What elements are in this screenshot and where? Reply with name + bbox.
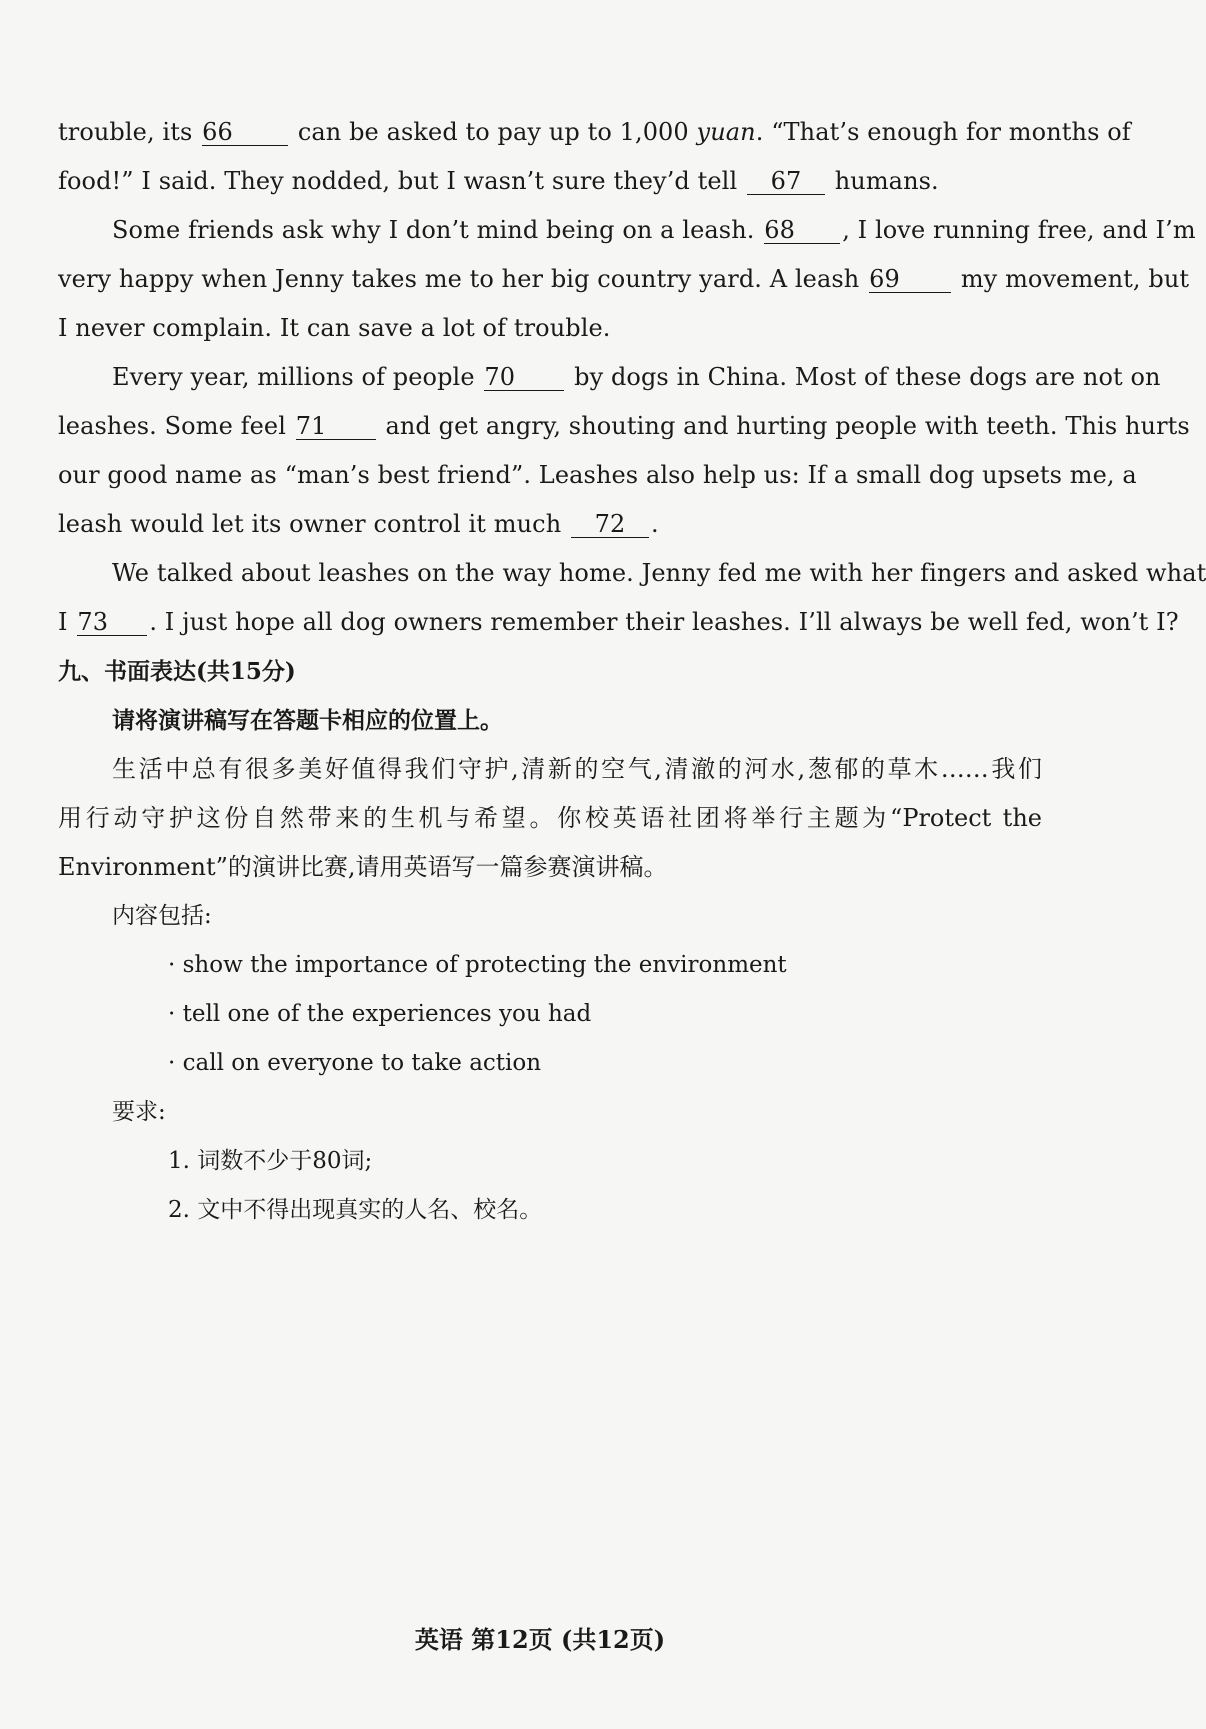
blank-73: 73 [77,609,147,636]
content-bullet: · call on everyone to take action [168,1050,542,1076]
blank-71: 71 [296,413,376,440]
passage-text: food!” I said. They nodded, but I wasn’t sure they’d tell [58,167,738,195]
passage-line-7 [58,402,1190,451]
passage-line-5 [58,304,1042,353]
passage-text: very happy when Jenny takes me to her big country yard. A leash [58,265,860,293]
passage-text: I [58,608,68,636]
passage-line-11 [58,598,1179,647]
passage-text: . “That’s enough for months of [755,118,1131,146]
section-heading: 九、书面表达(共15分) [58,658,296,685]
passage-line-9 [58,500,1042,549]
passage-line-8 [58,451,1137,500]
prompt-line-1: 生活中总有很多美好值得我们守护,清新的空气,清澈的河水,葱郁的草木……我们 [112,755,1042,783]
passage-line-1 [58,108,1131,157]
passage-line-6 [58,353,1161,402]
passage-text: my movement, but [960,265,1190,293]
content-bullet: · show the importance of protecting the environment [168,952,787,978]
exam-page [58,108,1206,1235]
content-label: 内容包括: [112,903,212,929]
passage-text: trouble, its [58,118,193,146]
passage-line-10 [58,549,1206,598]
passage-text: by dogs in China. Most of these dogs are not on [574,363,1161,391]
passage-line-4 [58,255,1190,304]
passage-text: Some friends ask why I don’t mind being on a leash. [112,216,755,244]
passage-text: yuan [696,118,756,146]
passage-text: leash would let its owner control it much [58,510,562,538]
prompt-line-3: Environment”的演讲比赛,请用英语写一篇参赛演讲稿。 [58,853,668,881]
passage-text: . [651,510,659,538]
passage-text: can be asked to pay up to 1,000 [297,118,689,146]
requirement-item: 1. 词数不少于80词; [168,1148,373,1174]
section-instruction: 请将演讲稿写在答题卡相应的位置上。 [112,707,503,734]
passage-text: and get angry, shouting and hurting people with teeth. This hurts [385,412,1190,440]
blank-68: 68 [764,217,840,244]
content-bullet: · tell one of the experiences you had [168,1001,592,1027]
blank-72: 72 [571,511,649,538]
passage-text: I never complain. It can save a lot of trouble. [58,314,611,342]
prompt-line-2: 用行动守护这份自然带来的生机与希望。你校英语社团将举行主题为“Protect the [58,804,1042,832]
requirements-label: 要求: [112,1099,166,1125]
passage-text: our good name as “man’s best friend”. Leashes also help us: If a small dog upsets me, a [58,461,1137,489]
page-footer: 英语 第12页 (共12页) [414,1625,666,1654]
blank-70: 70 [484,364,564,391]
passage-text: leashes. Some feel [58,412,286,440]
passage-text: humans. [834,167,939,195]
passage-text: We talked about leashes on the way home. Jenny fed me with her fingers and asked what [112,559,1206,587]
passage-line-3 [58,206,1196,255]
requirement-item: 2. 文中不得出现真实的人名、校名。 [168,1197,543,1223]
passage-text: Every year, millions of people [112,363,475,391]
blank-66: 66 [202,119,288,146]
passage-line-2 [58,157,1042,206]
blank-69: 69 [869,266,951,293]
passage-text: . I just hope all dog owners remember their leashes. I’ll always be well fed, won’t I? [149,608,1179,636]
blank-67: 67 [747,168,825,195]
passage-text: , I love running free, and I’m [842,216,1196,244]
